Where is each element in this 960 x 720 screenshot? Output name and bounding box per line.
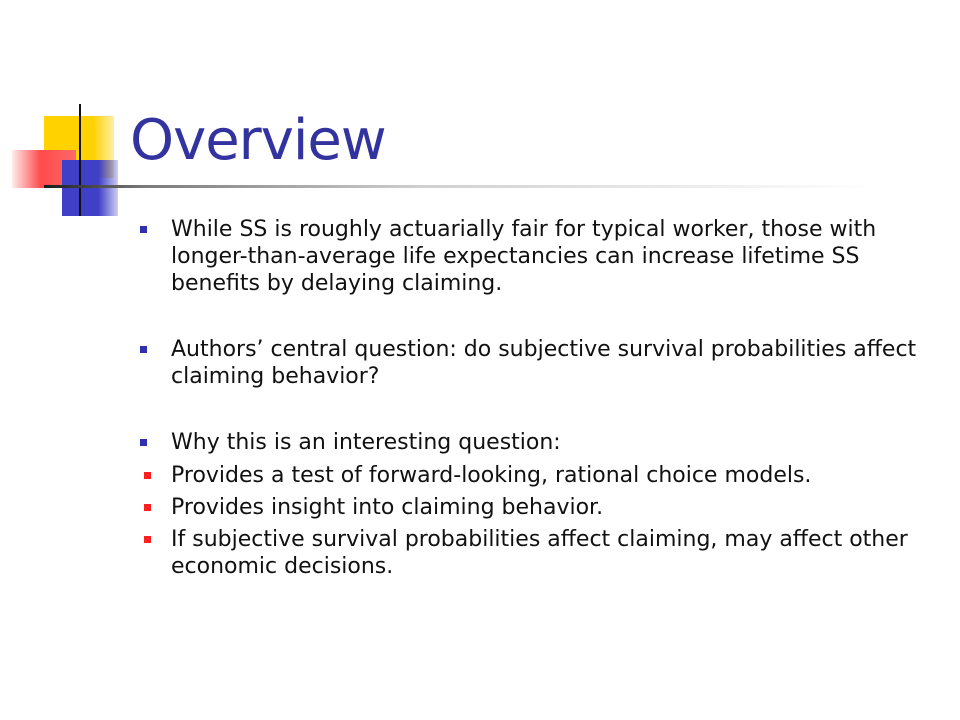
sub-bullet-text: Provides insight into claiming behavior. — [171, 495, 604, 520]
sub-bullet-square-icon — [144, 536, 151, 543]
sub-bullet-text: If subjective survival probabilities affect claiming, may affect other economic decisions. — [171, 527, 908, 579]
sub-bullet-item — [98, 494, 940, 521]
bullet-item — [140, 429, 940, 456]
bullet-square-icon — [140, 226, 147, 233]
bullet-square-icon — [140, 346, 147, 353]
sub-bullet-text: Provides a test of forward-looking, rational choice models. — [171, 463, 812, 488]
logo-vertical-line — [79, 104, 81, 216]
sub-bullet-item — [98, 526, 940, 580]
slide-body — [140, 216, 940, 580]
title-underline-rule — [44, 185, 874, 188]
sub-bullet-item — [98, 462, 940, 489]
bullet-text: Why this is an interesting question: — [171, 430, 561, 455]
bullet-item — [140, 216, 940, 297]
sub-bullet-square-icon — [144, 472, 151, 479]
logo-blue-block — [62, 160, 118, 216]
slide-title: Overview — [130, 108, 386, 173]
sub-bullet-square-icon — [144, 504, 151, 511]
bullet-square-icon — [140, 439, 147, 446]
bullet-text: Authors’ central question: do subjective survival probabilities affect claiming behavior? — [171, 337, 917, 389]
bullet-text: While SS is roughly actuarially fair for typical worker, those with longer-than-average life expectancies can increase lifetime SS benefits by delaying claiming. — [171, 217, 877, 296]
bullet-item — [140, 336, 940, 390]
